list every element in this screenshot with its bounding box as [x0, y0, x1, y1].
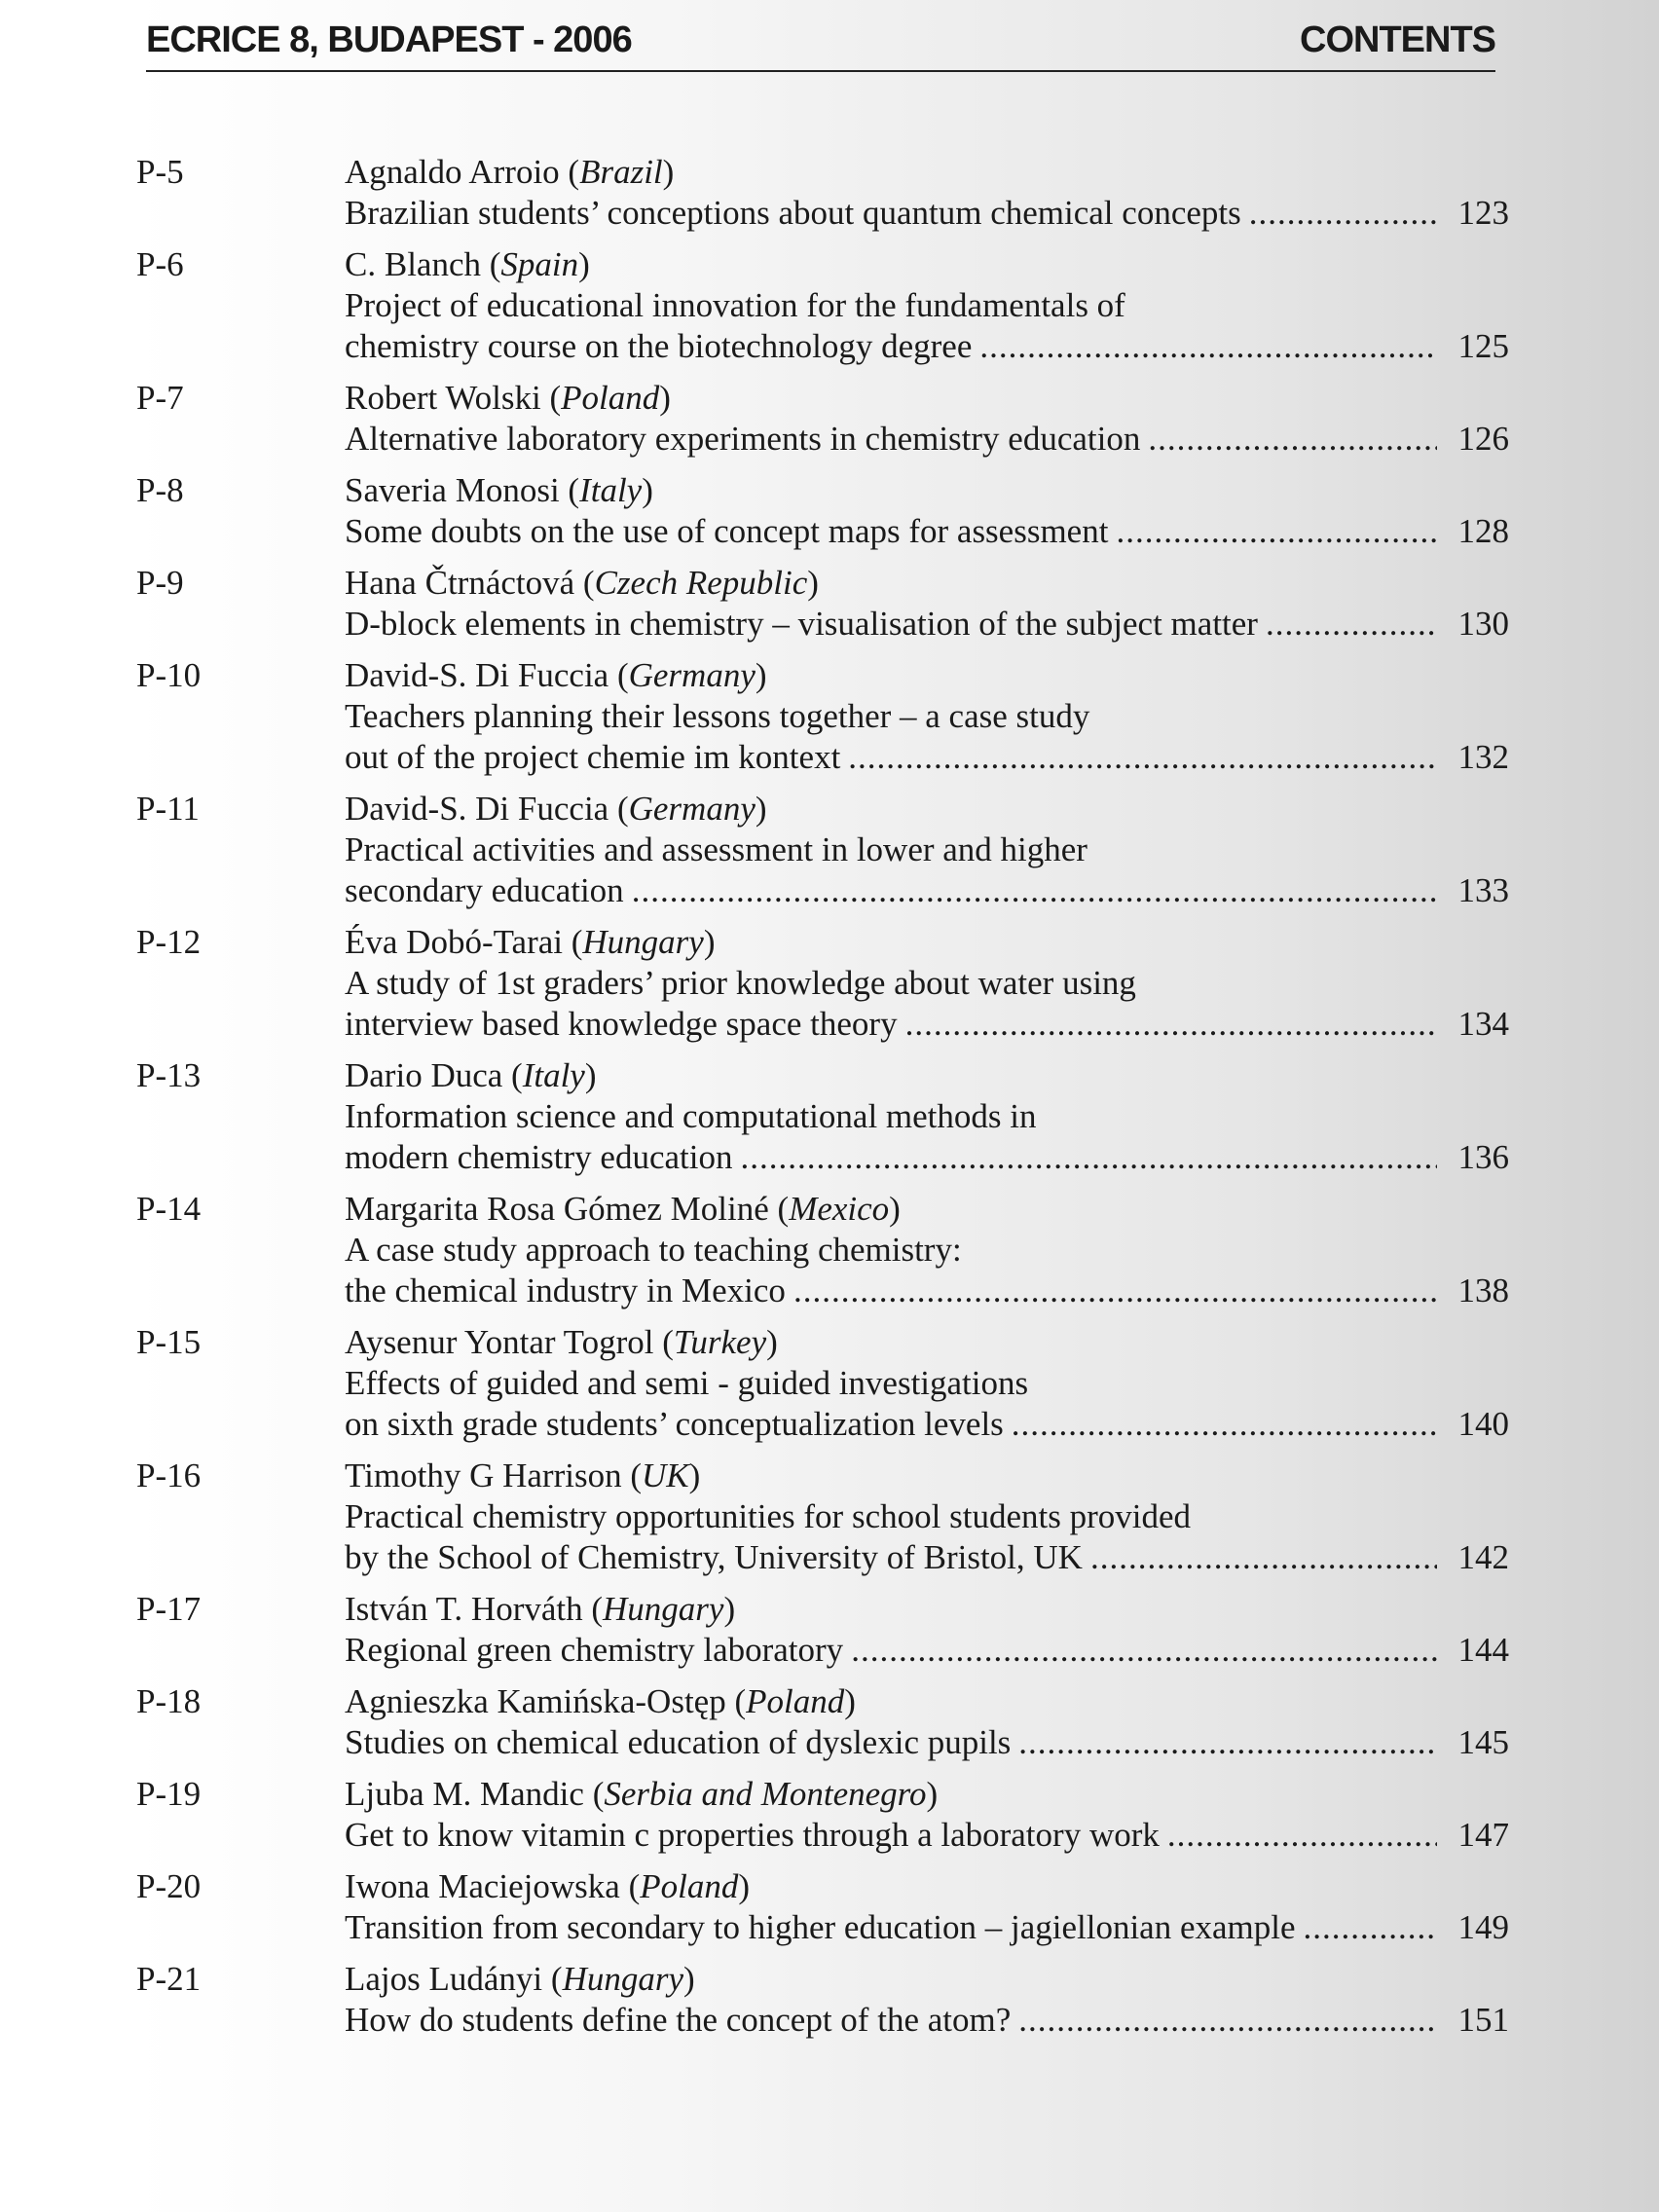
- dot-leader: [848, 737, 1437, 778]
- entry-title-line: [345, 737, 1509, 778]
- entry-title: Practical chemistry opportunities for school students provided: [345, 1497, 1191, 1535]
- entry-title: modern chemistry education: [345, 1138, 733, 1176]
- entry-code: P-5: [136, 153, 184, 191]
- dot-leader: [1012, 1404, 1437, 1445]
- entry-code: P-7: [136, 379, 184, 417]
- entry-author-line: Robert Wolski ( Poland ): [345, 379, 671, 417]
- entry-title-line: [345, 1722, 1509, 1763]
- dot-leader: [905, 1004, 1437, 1045]
- entry-title: Get to know vitamin c properties through a laboratory work: [345, 1816, 1160, 1854]
- dot-leader: [979, 326, 1437, 367]
- entry-page-number: 123: [1457, 194, 1509, 232]
- contents-entry: [127, 152, 1509, 234]
- entry-country: Hungary: [582, 923, 704, 961]
- entry-author: C. Blanch: [345, 245, 481, 283]
- entry-code: P-19: [136, 1775, 202, 1813]
- contents-entry: [127, 1055, 1509, 1178]
- entry-page-number: 136: [1457, 1138, 1509, 1176]
- contents-list: [127, 152, 1509, 2051]
- dot-leader: [740, 1137, 1437, 1178]
- entry-title: secondary education: [345, 871, 624, 909]
- entry-title-line: [345, 604, 1509, 645]
- dot-leader: [1148, 419, 1437, 460]
- dot-leader: [1018, 1722, 1437, 1763]
- entry-country: Turkey: [673, 1323, 767, 1361]
- entry-code: P-20: [136, 1867, 202, 1905]
- contents-entry: [127, 789, 1509, 911]
- entry-author: Iwona Maciejowska: [345, 1867, 620, 1905]
- entry-country: Poland: [640, 1867, 739, 1905]
- entry-page-number: 138: [1457, 1272, 1509, 1309]
- entry-country: Serbia and Montenegro: [604, 1775, 927, 1813]
- entry-code: P-14: [136, 1190, 202, 1228]
- entry-country: Spain: [500, 245, 579, 283]
- entry-title-line: [345, 1537, 1509, 1578]
- entry-page-number: 132: [1457, 738, 1509, 776]
- entry-author-line: Margarita Rosa Gómez Moliné ( Mexico ): [345, 1190, 901, 1228]
- entry-title: out of the project chemie im kontext: [345, 738, 841, 776]
- entry-title-line: [345, 696, 1509, 737]
- entry-page-number: 133: [1457, 871, 1509, 909]
- entry-page-number: 147: [1457, 1816, 1509, 1854]
- contents-entry: [127, 1959, 1509, 2041]
- contents-entry: [127, 1774, 1509, 1856]
- entry-title: How do students define the concept of the atom?: [345, 2001, 1012, 2039]
- entry-title: Brazilian students’ conceptions about quantum chemical concepts: [345, 194, 1241, 232]
- entry-author-line: Éva Dobó-Tarai ( Hungary ): [345, 923, 716, 961]
- entry-country: Italy: [579, 471, 643, 509]
- contents-entry: [127, 1456, 1509, 1578]
- entry-author-line: David-S. Di Fuccia ( Germany ): [345, 790, 767, 828]
- entry-title: Project of educational innovation for the fundamentals of: [345, 286, 1125, 324]
- entry-page-number: 130: [1457, 605, 1509, 643]
- entry-title-line: [345, 1004, 1509, 1045]
- entry-title-line: [345, 2000, 1509, 2041]
- entry-author-line: C. Blanch ( Spain ): [345, 245, 590, 283]
- entry-author: Lajos Ludányi: [345, 1960, 543, 1998]
- entry-author-line: Ljuba M. Mandic ( Serbia and Montenegro ): [345, 1775, 939, 1813]
- entry-country: Italy: [522, 1056, 585, 1094]
- contents-entry: [127, 470, 1509, 552]
- entry-author: Dario Duca: [345, 1056, 503, 1094]
- entry-title-line: [345, 1630, 1509, 1671]
- entry-author-line: István T. Horváth ( Hungary ): [345, 1590, 736, 1628]
- contents-entry: [127, 1866, 1509, 1948]
- entry-country: Poland: [746, 1682, 845, 1720]
- entry-author-line: Aysenur Yontar Togrol ( Turkey ): [345, 1323, 778, 1361]
- entry-title-line: [345, 870, 1509, 911]
- contents-entry: [127, 1322, 1509, 1445]
- entry-country: Brazil: [579, 153, 663, 191]
- entry-title-line: [345, 1815, 1509, 1856]
- entry-title: A case study approach to teaching chemistry:: [345, 1231, 962, 1269]
- contents-entry: [127, 563, 1509, 645]
- entry-title: Some doubts on the use of concept maps for assessment: [345, 512, 1109, 550]
- entry-country: Czech Republic: [594, 564, 808, 602]
- entry-page-number: 149: [1457, 1908, 1509, 1946]
- contents-entry: [127, 1189, 1509, 1311]
- dot-leader: [1116, 511, 1437, 552]
- entry-country: Poland: [561, 379, 660, 417]
- entry-author-line: Hana Čtrnáctová ( Czech Republic ): [345, 564, 819, 602]
- contents-entry: [127, 922, 1509, 1045]
- entry-title-line: [345, 1496, 1509, 1537]
- entry-country: Germany: [628, 656, 756, 694]
- entry-title-line: [345, 1404, 1509, 1445]
- entry-author-line: Dario Duca ( Italy ): [345, 1056, 597, 1094]
- entry-title-line: [345, 1230, 1509, 1271]
- entry-author-line: Timothy G Harrison ( UK ): [345, 1456, 701, 1494]
- dot-leader: [1266, 604, 1437, 645]
- entry-title: interview based knowledge space theory: [345, 1005, 898, 1043]
- entry-country: Germany: [628, 790, 756, 828]
- entry-author: Éva Dobó-Tarai: [345, 923, 563, 961]
- entry-code: P-17: [136, 1590, 202, 1628]
- entry-author: Margarita Rosa Gómez Moliné: [345, 1190, 769, 1228]
- entry-title-line: [345, 419, 1509, 460]
- entry-title: Regional green chemistry laboratory: [345, 1631, 844, 1669]
- contents-entry: [127, 378, 1509, 460]
- entry-author: Agnaldo Arroio: [345, 153, 560, 191]
- entry-country: Mexico: [789, 1190, 890, 1228]
- entry-author-line: Lajos Ludányi ( Hungary ): [345, 1960, 695, 1998]
- entry-country: Hungary: [562, 1960, 683, 1998]
- dot-leader: [632, 870, 1437, 911]
- entry-page-number: 128: [1457, 512, 1509, 550]
- entry-title: by the School of Chemistry, University of Bristol, UK: [345, 1538, 1083, 1576]
- entry-author: Robert Wolski: [345, 379, 541, 417]
- entry-title: A study of 1st graders’ prior knowledge about water using: [345, 964, 1136, 1002]
- header-conference: ECRICE 8, BUDAPEST - 2006: [146, 19, 632, 60]
- entry-title-line: [345, 1137, 1509, 1178]
- entry-code: P-21: [136, 1960, 202, 1998]
- entry-title: Alternative laboratory experiments in chemistry education: [345, 420, 1141, 458]
- entry-title-line: [345, 193, 1509, 234]
- dot-leader: [1167, 1815, 1437, 1856]
- entry-code: P-6: [136, 245, 184, 283]
- entry-title: D-block elements in chemistry – visualisation of the subject matter: [345, 605, 1258, 643]
- entry-page-number: 151: [1457, 2001, 1509, 2039]
- entry-title-line: [345, 1271, 1509, 1311]
- entry-country: UK: [641, 1456, 689, 1494]
- entry-code: P-16: [136, 1456, 202, 1494]
- entry-title: Effects of guided and semi - guided investigations: [345, 1364, 1029, 1402]
- entry-title: chemistry course on the biotechnology degree: [345, 327, 973, 365]
- entry-author-line: Iwona Maciejowska ( Poland ): [345, 1867, 750, 1905]
- entry-code: P-12: [136, 923, 202, 961]
- header-section: CONTENTS: [1300, 19, 1495, 60]
- entry-title: Teachers planning their lessons together – a case study: [345, 697, 1090, 735]
- contents-entry: [127, 1589, 1509, 1671]
- entry-title: Studies on chemical education of dyslexic pupils: [345, 1723, 1012, 1761]
- entry-page-number: 126: [1457, 420, 1509, 458]
- entry-title: Practical activities and assessment in lower and higher: [345, 830, 1088, 868]
- entry-code: P-18: [136, 1682, 202, 1720]
- dot-leader: [1304, 1907, 1437, 1948]
- entry-author-line: Saveria Monosi ( Italy ): [345, 471, 653, 509]
- entry-page-number: 140: [1457, 1405, 1509, 1443]
- entry-code: P-15: [136, 1323, 202, 1361]
- entry-author-line: Agnaldo Arroio ( Brazil ): [345, 153, 675, 191]
- dot-leader: [1018, 2000, 1437, 2041]
- entry-author: Agnieszka Kamińska-Ostęp: [345, 1682, 726, 1720]
- entry-page-number: 144: [1457, 1631, 1509, 1669]
- entry-author: Hana Čtrnáctová: [345, 564, 575, 602]
- entry-title-line: [345, 1907, 1509, 1948]
- running-header: [146, 19, 1495, 72]
- entry-title-line: [345, 326, 1509, 367]
- entry-author: David-S. Di Fuccia: [345, 656, 609, 694]
- dot-leader: [1090, 1537, 1437, 1578]
- entry-title-line: [345, 285, 1509, 326]
- contents-entry: [127, 1681, 1509, 1763]
- entry-code: P-9: [136, 564, 184, 602]
- entry-page-number: 125: [1457, 327, 1509, 365]
- entry-code: P-8: [136, 471, 184, 509]
- entry-title: on sixth grade students’ conceptualization levels: [345, 1405, 1004, 1443]
- entry-author: Timothy G Harrison: [345, 1456, 622, 1494]
- contents-entry: [127, 244, 1509, 367]
- entry-page-number: 145: [1457, 1723, 1509, 1761]
- entry-title: Information science and computational methods in: [345, 1097, 1037, 1135]
- entry-author-line: Agnieszka Kamińska-Ostęp ( Poland ): [345, 1682, 856, 1720]
- dot-leader: [851, 1630, 1437, 1671]
- entry-title-line: [345, 1363, 1509, 1404]
- entry-title: the chemical industry in Mexico: [345, 1272, 786, 1309]
- dot-leader: [1249, 193, 1437, 234]
- entry-title-line: [345, 830, 1509, 870]
- entry-author: Aysenur Yontar Togrol: [345, 1323, 654, 1361]
- entry-code: P-11: [136, 790, 200, 828]
- entry-author: Ljuba M. Mandic: [345, 1775, 584, 1813]
- entry-author: David-S. Di Fuccia: [345, 790, 609, 828]
- entry-title-line: [345, 511, 1509, 552]
- entry-code: P-10: [136, 656, 202, 694]
- entry-page-number: 134: [1457, 1005, 1509, 1043]
- entry-author-line: David-S. Di Fuccia ( Germany ): [345, 656, 767, 694]
- entry-code: P-13: [136, 1056, 202, 1094]
- entry-title: Transition from secondary to higher education – jagiellonian example: [345, 1908, 1296, 1946]
- contents-entry: [127, 655, 1509, 778]
- entry-page-number: 142: [1457, 1538, 1509, 1576]
- entry-title-line: [345, 963, 1509, 1004]
- entry-author: István T. Horváth: [345, 1590, 583, 1628]
- entry-title-line: [345, 1096, 1509, 1137]
- dot-leader: [793, 1271, 1437, 1311]
- entry-country: Hungary: [603, 1590, 724, 1628]
- entry-author: Saveria Monosi: [345, 471, 560, 509]
